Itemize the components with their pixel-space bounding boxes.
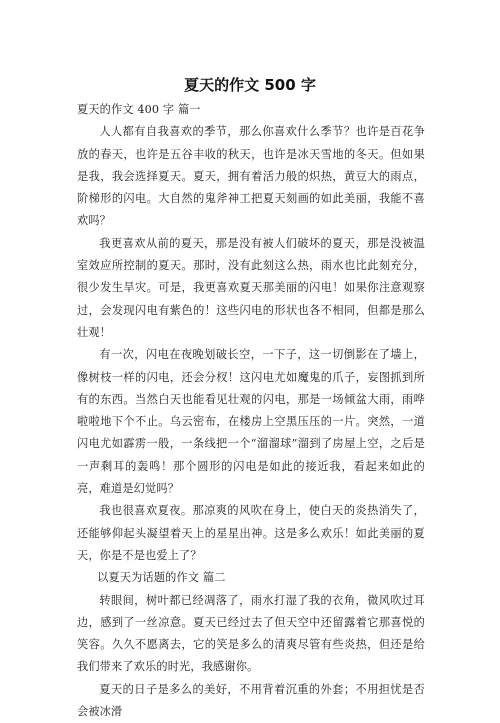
paragraph: 我也很喜欢夏夜。那凉爽的风吹在身上，使白天的炎热消失了，还能够仰起头凝望着天上的星星出神。这是多么欢乐！如此美丽的夏天，你是不是也爱上了？ — [77, 504, 425, 562]
paragraph: 转眼间，树叶都已经凋落了，雨水打湿了我的衣角，微风吹过耳边，感到了一丝凉意。夏天已经过去了但天空中还留露着它那喜悦的笑容。久久不愿离去，它的笑是多么的清爽尽管有些炎热，但还是给我们带来了欢乐的时光，我感谢你。 — [77, 593, 425, 674]
paragraph: 夏天的日子是多么的美好，不用背着沉重的外套；不用担忧是否会被冰滑 — [77, 682, 425, 719]
paragraph: 我更喜欢从前的夏天，那是没有被人们破坏的夏天，那是没被温室效应所控制的夏天。那时，没有此刻这么热，雨水也比此刻充分，很少发生旱灾。可是，我更喜欢夏天那美丽的闪电！如果你注意观察过，会发现闪电有紫色的！这些闪电的形状也各不相同，但都是那么壮观！ — [77, 236, 425, 339]
paragraph: 有一次，闪电在夜晚划破长空，一下子，这一切倒影在了墙上，像树枝一样的闪电，还会分杈！这闪电尤如魔鬼的爪子，妄图抓到所有的东西。当然白天也能看见壮观的闪电，那是一场倾盆大雨，雨哗啦啦地下个不止。乌云密布，在楼房上空黑压压的一片。突然，一道闪电尤如霹雳一般，一条线把一个“溜溜球”溜到了房屋上空，之后是一声剩耳的轰鸣！那个圆形的闪电是如此的接近我，看起来如此的亮，难道是幻觉吗？ — [77, 348, 425, 496]
document-body — [77, 99, 425, 723]
section-heading: 夏天的作文 400 字 篇一 — [77, 103, 201, 116]
section-heading: 以夏天为话题的作文 篇二 — [97, 571, 226, 585]
document-title: 夏天的作文 500 字 — [184, 76, 316, 94]
paragraph: 人人都有自我喜欢的季节，那么你喜欢什么季节？也许是百花争放的春天，也许是五谷丰收的秋天，也许是冰天雪地的冬天。但如果是我，我会选择夏天。夏天，拥有着活力般的炽热，黄豆大的雨点，阶梯形的闪电。大自然的鬼斧神工把夏天刻画的如此美丽，我能不喜欢吗？ — [77, 125, 425, 228]
